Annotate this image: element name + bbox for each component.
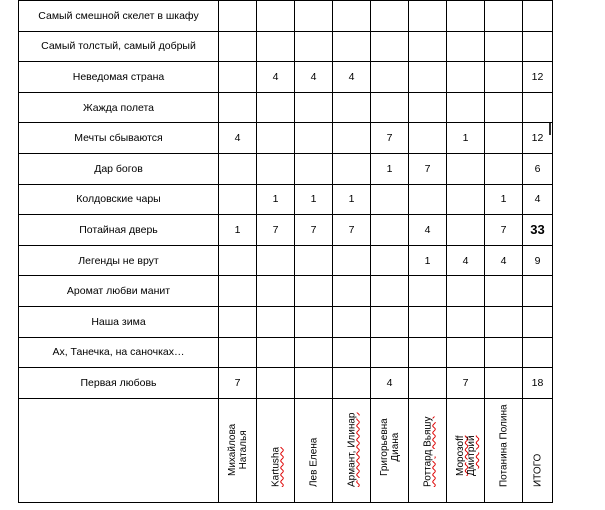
score-cell [409,337,447,368]
score-cell [447,62,485,93]
song-title-cell: Неведомая страна [19,62,219,93]
score-cell [485,276,523,307]
score-cell [485,31,523,62]
column-header-label [532,453,543,486]
column-header-label [346,412,357,486]
score-cell [409,62,447,93]
score-cell [295,31,333,62]
column-header-line: Армант, Илинар [346,412,357,487]
total-cell [523,1,553,32]
score-cell [333,276,371,307]
column-header-line: Морозоff [454,435,466,476]
score-cell: 7 [371,123,409,154]
score-cell [371,31,409,62]
score-cell [447,31,485,62]
score-cell: 4 [219,123,257,154]
header-row [19,398,553,502]
score-cell [409,184,447,215]
total-cell: 4 [523,184,553,215]
table-row [19,1,553,32]
score-cell: 4 [447,245,485,276]
score-cell [295,92,333,123]
score-cell: 1 [219,215,257,246]
score-cell: 1 [447,123,485,154]
score-cell [409,306,447,337]
score-cell [333,306,371,337]
score-cell [219,337,257,368]
score-cell [333,1,371,32]
score-cell: 4 [257,62,295,93]
column-header-line: Лев Елена [308,437,319,487]
column-header-line: Роттард Вьяшу [422,416,433,487]
score-cell: 7 [295,215,333,246]
total-cell: 12 [523,62,553,93]
score-cell: 7 [257,215,295,246]
score-cell [371,245,409,276]
total-cell [523,276,553,307]
table-row [19,62,553,93]
score-cell: 1 [409,245,447,276]
score-cell: 4 [295,62,333,93]
score-cell [447,215,485,246]
score-cell [295,245,333,276]
score-cell: 4 [409,215,447,246]
column-header-line: Kartusha [270,446,281,487]
score-cell [371,92,409,123]
score-cell [219,276,257,307]
song-title-cell: Самый смешной скелет в шкафу [19,1,219,32]
column-header-cell [219,398,257,502]
score-cell [257,245,295,276]
score-cell [257,31,295,62]
total-cell: 12 [523,123,553,154]
score-cell [485,62,523,93]
song-title-cell: Колдовские чары [19,184,219,215]
table-row [19,276,553,307]
score-cell [219,92,257,123]
column-header-label [498,404,509,487]
score-cell [371,184,409,215]
song-title-cell: Потайная дверь [19,215,219,246]
score-cell [333,92,371,123]
column-header-label [227,423,249,475]
score-cell: 7 [447,368,485,399]
song-title-cell: Дар богов [19,153,219,184]
score-cell [447,184,485,215]
header-corner-cell [19,398,219,502]
score-cell [295,276,333,307]
score-cell: 7 [409,153,447,184]
song-title-cell: Аромат любви манит [19,276,219,307]
column-header-line: Григорьевна [378,417,390,476]
song-title-cell: Первая любовь [19,368,219,399]
score-cell [371,306,409,337]
total-cell [523,92,553,123]
score-cell [485,306,523,337]
column-header-cell [523,398,553,502]
score-cell [295,153,333,184]
column-header-line: Михайлова [226,423,238,476]
column-header-label [422,416,433,486]
score-cell [295,337,333,368]
score-cell [333,123,371,154]
score-cell [219,62,257,93]
score-cell [485,123,523,154]
column-header-line: Потанина Полина [498,404,509,487]
score-cell [333,337,371,368]
score-cell [333,368,371,399]
total-cell [523,337,553,368]
score-cell [333,31,371,62]
column-header-cell [447,398,485,502]
score-cell [371,276,409,307]
score-cell: 1 [257,184,295,215]
total-cell: 9 [523,245,553,276]
column-header-cell [295,398,333,502]
score-cell: 7 [219,368,257,399]
score-cell [409,276,447,307]
column-header-cell [371,398,409,502]
score-cell [295,123,333,154]
score-cell [257,368,295,399]
score-cell [447,306,485,337]
column-header-line: Дмитрий [465,435,477,476]
score-cell [409,92,447,123]
score-cell [409,368,447,399]
table-row [19,92,553,123]
edge-mark [549,123,551,135]
score-cell [257,1,295,32]
score-cell [219,306,257,337]
score-cell [447,153,485,184]
column-header-label [270,447,281,487]
column-header-label [379,418,401,476]
score-cell: 1 [333,184,371,215]
table-row [19,368,553,399]
total-cell: 18 [523,368,553,399]
score-cell [257,92,295,123]
score-cell: 7 [333,215,371,246]
table-row [19,337,553,368]
score-cell [447,337,485,368]
column-header-cell [257,398,295,502]
score-cell [447,276,485,307]
song-title-cell: Ах, Танечка, на саночках… [19,337,219,368]
score-cell: 7 [485,215,523,246]
table-row [19,153,553,184]
total-cell [523,306,553,337]
score-cell [257,276,295,307]
score-cell [257,337,295,368]
total-cell [523,31,553,62]
score-cell: 4 [485,245,523,276]
score-cell [447,1,485,32]
score-cell: 4 [371,368,409,399]
song-title-cell: Жажда полета [19,92,219,123]
column-header-cell [333,398,371,502]
score-cell [219,184,257,215]
score-cell [371,215,409,246]
score-cell [485,153,523,184]
total-cell: 33 [523,215,553,246]
score-cell [485,1,523,32]
score-cell [257,153,295,184]
score-cell [371,62,409,93]
voting-table [18,0,553,503]
column-header-label [308,437,319,486]
score-cell [295,306,333,337]
score-cell [371,337,409,368]
score-cell [485,368,523,399]
song-title-cell: Самый толстый, самый добрый [19,31,219,62]
score-cell [219,153,257,184]
table-row [19,306,553,337]
score-cell [447,92,485,123]
score-cell: 4 [333,62,371,93]
score-cell [219,1,257,32]
score-cell [257,306,295,337]
score-cell [333,245,371,276]
score-cell [409,31,447,62]
column-header-label [455,435,477,476]
song-title-cell: Легенды не врут [19,245,219,276]
score-cell [371,1,409,32]
score-cell [219,245,257,276]
score-cell: 1 [485,184,523,215]
column-header-line: ИТОГО [532,453,543,487]
total-cell: 6 [523,153,553,184]
song-title-cell: Мечты сбываются [19,123,219,154]
table-row [19,31,553,62]
column-header-line: Наталья [237,430,249,470]
column-header-cell [409,398,447,502]
score-cell: 1 [295,184,333,215]
score-cell [295,368,333,399]
score-cell [409,1,447,32]
score-cell [409,123,447,154]
score-cell [295,1,333,32]
song-title-cell: Наша зима [19,306,219,337]
score-cell [333,153,371,184]
table-row [19,123,553,154]
score-cell [257,123,295,154]
column-header-line: Диана [389,432,401,462]
score-cell [485,337,523,368]
table-row [19,215,553,246]
table-row [19,245,553,276]
table-row [19,184,553,215]
score-cell [485,92,523,123]
score-cell: 1 [371,153,409,184]
score-cell [219,31,257,62]
column-header-cell [485,398,523,502]
